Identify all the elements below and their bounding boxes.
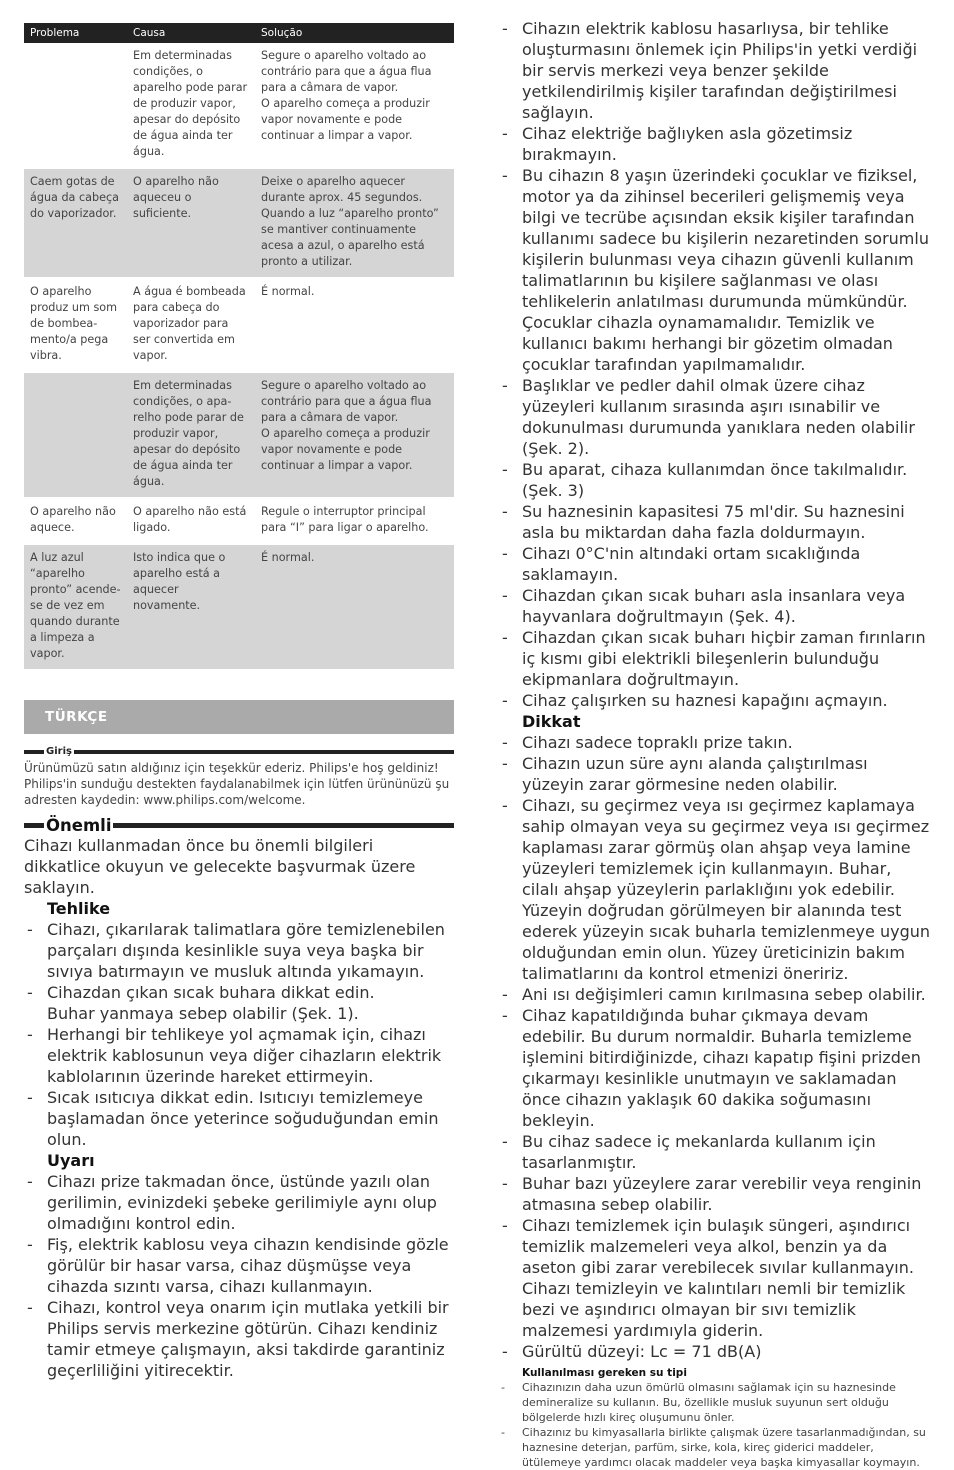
language-section-bar: TÜRKÇE — [24, 700, 454, 734]
caution-heading: Dikkat — [522, 712, 581, 731]
caution-list — [499, 732, 931, 1362]
list-item: - Cihazınızın daha uzun ömürlü olmasını sağlamak için su haznesinde demineralize su kullanın. Bu, özellikle musluk suyunun sert olduğu bölgelerde hızlı kireç oluşumunu önler. — [499, 1380, 931, 1425]
danger-heading: Tehlike — [47, 899, 111, 918]
cell-problema: O aparelho produz um som de bombea- mento/a pega vibra. — [24, 278, 127, 372]
troubleshooting-table — [24, 23, 454, 671]
list-item: - Başlıklar ve pedler dahil olmak üzere cihaz yüzeyleri kullanım sırasında aşırı ısınabilir ve dokunulması durumunda yanıklara neden olabilir (Şek. 2). — [499, 375, 931, 459]
list-item: - Fiş, elektrik kablosu veya cihazın kendisinde gözle görülür bir hasar varsa, cihaz düşmüşse veya cihazda sızıntı varsa, cihazı kullanmayın. — [24, 1234, 454, 1297]
cell-problema: O aparelho não aquece. — [24, 498, 127, 544]
table-row — [24, 544, 454, 670]
list-item: - Cihaz çalışırken su haznesi kapağını açmayın. — [499, 690, 931, 711]
list-item: - Cihazın uzun süre aynı alanda çalıştırılması yüzeyin zarar görmesine neden olabilir. — [499, 753, 931, 795]
water-type-heading: Kullanılması gereken su tipi — [522, 1367, 687, 1379]
list-item: - Cihazı, su geçirmez veya ısı geçirmez kaplamaya sahip olmayan veya su geçirmez veya ısı geçirmez kaplaması zarar görmüş olan ahşap veya lamine yüzeyleri temizlemek için kullanmayın. Buhar, cilalı ahşap yüzeylerin parlaklığını yok edebilir. Yüzeyin doğrudan görülmeyen bir alanında test ederek yüzeyin sıcak buharla temizlenmeye uygun olduğundan emin olun. Yüzey üreticinizin bakım talimatlarını da kontrol etmenizi öneririz. — [499, 795, 931, 984]
list-item: - Cihazı, kontrol veya onarım için mutlaka yetkili bir Philips servis merkezine götürün. Cihazı kendiniz tamir etmeye çalışmayın, aksi takdirde garantiniz geçerliliğini yitirecektir. — [24, 1297, 454, 1381]
cell-solucao: É normal. — [255, 544, 454, 670]
important-text: Cihazı kullanmadan önce bu önemli bilgileri dikkatlice okuyun ve gelecekte başvurmak üzere saklayın. — [24, 836, 416, 897]
heading-rule — [24, 823, 44, 828]
table-row — [24, 278, 454, 372]
list-item: - Cihazı temizlemek için bulaşık süngeri, aşındırıcı temizlik malzemeleri veya alkol, benzin ya da aseton gibi zarar verebilecek sıvılar kullanmayın. Cihazı temizleyin ve kalıntıları nemli bir temizlik bezi ve aşındırıcı olmayan bir sıvı temizlik malzemesi yardımıyla giderin. — [499, 1215, 931, 1341]
cell-causa: O aparelho não aqueceu o suficiente. — [127, 168, 255, 278]
list-item: - Cihazı prize takmadan önce, üstünde yazılı olan gerilimin, evinizdeki şebeke gerilimiyle aynı olup olmadığını kontrol edin. — [24, 1171, 454, 1234]
list-item: - Bu cihazın 8 yaşın üzerindeki çocuklar ve fiziksel, motor ya da zihinsel becerileri gelişmemiş veya bilgi ve tecrübe açısından eksik kişiler tarafından kullanımı sadece bu kişilerin nezaretinden sorumlu kişilerin bulunması veya cihazın güvenli kullanım talimatlarının bu kişilere sağlanması ve olası tehlikelerin anlatılması durumunda mümkündür. Çocuklar cihazla oynamamalıdır. Temizlik ve kullanıcı bakımı herhangi bir gözetim olmadan çocuklar tarafından yapılmamalıdır. — [499, 165, 931, 375]
cell-problema — [24, 43, 127, 168]
list-item: - Su haznesinin kapasitesi 75 ml'dir. Su haznesini asla bu miktardan daha fazla doldurmayın. — [499, 501, 931, 543]
list-item: - Herhangi bir tehlikeye yol açmamak için, cihazı elektrik kablosunun veya diğer cihazların elektrik kablolarının üzerinde hareket ettirmeyin. — [24, 1024, 454, 1087]
cell-solucao: É normal. — [255, 278, 454, 372]
table-row — [24, 43, 454, 168]
cell-problema: Caem gotas de água da cabeça do vaporizador. — [24, 168, 127, 278]
list-item: - Cihazdan çıkan sıcak buharı asla insanlara veya hayvanlara doğrultmayın (Şek. 4). — [499, 585, 931, 627]
cell-solucao: Deixe o aparelho aquecer durante aprox. 45 segundos. Quando a luz “aparelho pronto” se mantiver continuamente acesa a azul, o aparelho está pronto a utilizar. — [255, 168, 454, 278]
heading-rule — [113, 823, 454, 828]
intro-heading — [24, 746, 454, 757]
cell-causa: Em determinadas condições, o aparelho pode parar de produzir vapor, apesar do depósito de água ainda ter água. — [127, 43, 255, 168]
danger-list — [24, 919, 454, 1150]
warning-list-part2 — [499, 18, 931, 711]
water-type-list — [499, 1380, 931, 1470]
left-column — [24, 23, 454, 1381]
header-solucao: Solução — [255, 23, 454, 43]
cell-solucao: Segure o aparelho voltado ao contrário para que a água flua para a câmara de vapor. O aparelho começa a produzir vapor novamente e pode continuar a limpar a vapor. — [255, 43, 454, 168]
right-column — [499, 18, 931, 1470]
list-item: - Cihazınız bu kimyasallarla birlikte çalışmak üzere tasarlanmadığından, su haznesine deterjan, parfüm, sirke, kola, kireç giderici maddeler, ütülemeye yardımcı olacak maddeler veya başka kimyasallar koymayın. — [499, 1425, 931, 1470]
warning-heading: Uyarı — [47, 1151, 95, 1170]
header-causa: Causa — [127, 23, 255, 43]
list-item: - Gürültü düzeyi: Lc = 71 dB(A) — [499, 1341, 931, 1362]
intro-heading-text: Giriş — [46, 746, 72, 757]
table-row — [24, 372, 454, 498]
list-item: - Cihazdan çıkan sıcak buhara dikkat edin. Buhar yanmaya sebep olabilir (Şek. 1). — [24, 982, 454, 1024]
cell-problema — [24, 372, 127, 498]
table-row — [24, 498, 454, 544]
cell-causa: O aparelho não está ligado. — [127, 498, 255, 544]
list-item: - Buhar bazı yüzeylere zarar verebilir veya renginin atmasına sebep olabilir. — [499, 1173, 931, 1215]
list-item: - Cihaz elektriğe bağlıyken asla gözetimsiz bırakmayın. — [499, 123, 931, 165]
list-item: - Cihazı, çıkarılarak talimatlara göre temizlenebilen parçaları dışında kesinlikle suya veya başka bir sıvıya batırmayın ve musluk altında yıkamayın. — [24, 919, 454, 982]
header-problema: Problema — [24, 23, 127, 43]
intro-text: Ürünümüzü satın aldığınız için teşekkür ederiz. Philips'e hoş geldiniz! Philips'in sunduğu destekten faydalanabilmek için lütfen ürününüzü şu adresten kaydedin: www.philips.com/welcome. — [24, 761, 450, 807]
cell-causa: Em determinadas condições, o apa- relho pode parar de produzir vapor, apesar do depósito de água ainda ter água. — [127, 372, 255, 498]
list-item: - Cihazı 0°C'nin altındaki ortam sıcaklığında saklamayın. — [499, 543, 931, 585]
list-item: - Ani ısı değişimleri camın kırılmasına sebep olabilir. — [499, 984, 931, 1005]
list-item: - Cihaz kapatıldığında buhar çıkmaya devam edebilir. Bu durum normaldir. Buharla temizleme işlemini bitirdiğinizde, cihazı kapatıp fişini prizden çıkarmayı kesinlikle unutmayın ve saklamadan önce cihazın yaklaşık 60 dakika soğumasını bekleyin. — [499, 1005, 931, 1131]
table-header-row — [24, 23, 454, 43]
list-item: - Cihazın elektrik kablosu hasarlıysa, bir tehlike oluşturmasını önlemek için Philips'in yetki verdiği bir servis merkezi veya benzer şekilde yetkilendirilmiş kişiler tarafından değiştirilmesi sağlayın. — [499, 18, 931, 123]
list-item: - Bu cihaz sadece iç mekanlarda kullanım için tasarlanmıştır. — [499, 1131, 931, 1173]
list-item: - Bu aparat, cihaza kullanımdan önce takılmalıdır. (Şek. 3) — [499, 459, 931, 501]
cell-solucao: Segure o aparelho voltado ao contrário para que a água flua para a câmara de vapor. O aparelho começa a produzir vapor novamente e pode continuar a limpar a vapor. — [255, 372, 454, 498]
warning-list-part1 — [24, 1171, 454, 1381]
cell-solucao: Regule o interruptor principal para “I” para ligar o aparelho. — [255, 498, 454, 544]
list-item: - Cihazdan çıkan sıcak buharı hiçbir zaman fırınların iç kısmı gibi elektrikli bileşenlerin bulunduğu ekipmanlara doğrultmayın. — [499, 627, 931, 690]
important-heading — [24, 816, 454, 835]
important-heading-text: Önemli — [46, 816, 112, 835]
list-item: - Sıcak ısıtıcıya dikkat edin. Isıtıcıyı temizlemeye başlamadan önce yeterince soğuduğundan emin olun. — [24, 1087, 454, 1150]
list-item: - Cihazı sadece topraklı prize takın. — [499, 732, 931, 753]
heading-rule — [24, 750, 44, 754]
heading-rule — [74, 750, 454, 754]
cell-causa: Isto indica que o aparelho está a aquecer novamente. — [127, 544, 255, 670]
cell-problema: A luz azul “aparelho pronto” acende-se de vez em quando durante a limpeza a vapor. — [24, 544, 127, 670]
cell-causa: A água é bombeada para cabeça do vaporizador para ser convertida em vapor. — [127, 278, 255, 372]
table-row — [24, 168, 454, 278]
